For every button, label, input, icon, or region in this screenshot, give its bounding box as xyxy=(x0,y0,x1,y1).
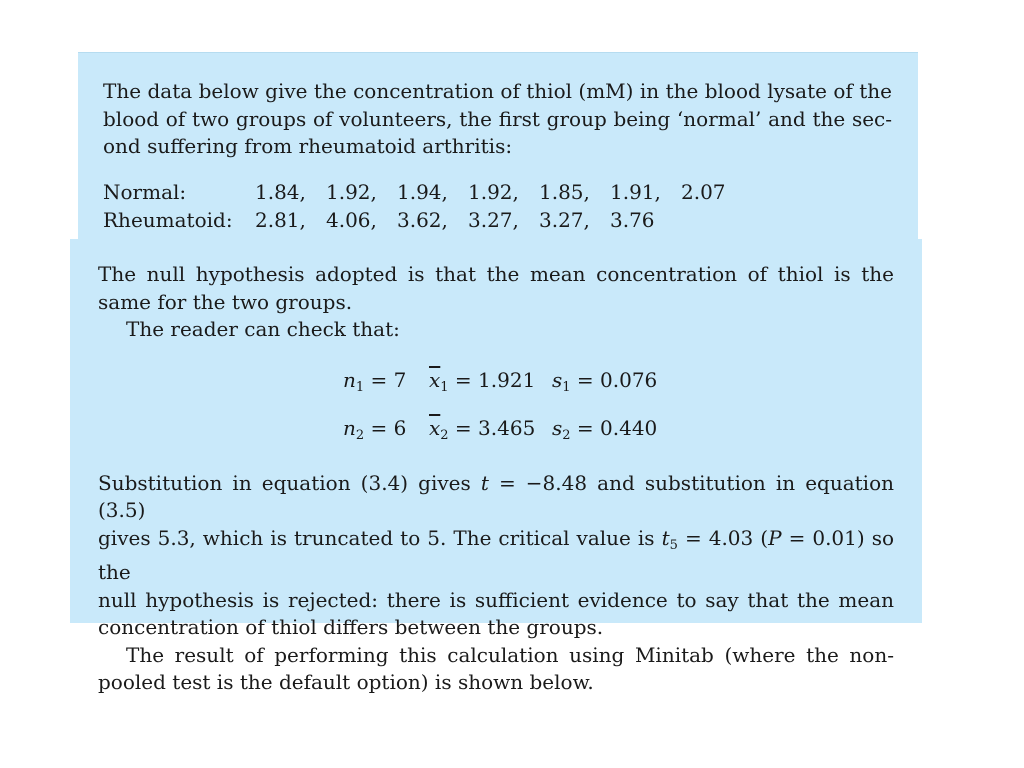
normal-value: 1.84, xyxy=(255,179,306,204)
intro-line: The data below give the concentration of thiol (mM) in the blood lysate of the xyxy=(103,79,892,103)
sample-size-1: $n_1 = 7$ xyxy=(343,367,407,395)
minitab-line: The result of performing this calculation using Minitab (where the non- xyxy=(126,642,894,667)
rheumatoid-value: 2.81, xyxy=(255,207,306,232)
normal-value: 2.07 xyxy=(681,179,726,204)
sample-size-2: $n_2 = 6$ xyxy=(343,415,407,443)
stats-row-normal xyxy=(343,360,894,408)
conclusion-paragraph xyxy=(98,470,894,697)
data-description-box xyxy=(78,52,918,240)
normal-value: 1.91, xyxy=(610,179,661,204)
rheumatoid-value: 3.27, xyxy=(468,207,519,232)
hypothesis-paragraph xyxy=(98,261,894,344)
conclusion-line: Substitution in equation (3.4) gives t = −8.48 and substitution in equation (3.5) xyxy=(98,470,895,522)
hypothesis-line: same for the two groups. xyxy=(98,289,353,314)
check-line: The reader can check that: xyxy=(126,317,400,341)
mean-1: $\overline{x}_1 = 1.921$ xyxy=(429,367,536,395)
summary-statistics xyxy=(343,360,894,456)
rheumatoid-value: 3.27, xyxy=(539,207,590,232)
rheumatoid-values xyxy=(255,206,681,234)
rheumatoid-value: 3.62, xyxy=(397,207,448,232)
intro-line: blood of two groups of volunteers, the first group being ‘normal’ and the sec- xyxy=(103,106,892,131)
mean-2: $\overline{x}_2 = 3.465$ xyxy=(429,415,536,443)
conclusion-line: gives 5.3, which is truncated to 5. The critical value is $t_5 = 4.03$ (P = 0.01) so the xyxy=(98,525,894,584)
thiol-data-table xyxy=(103,178,892,234)
rheumatoid-value: 4.06, xyxy=(326,207,377,232)
intro-line: ond suffering from rheumatoid arthritis: xyxy=(103,134,513,158)
normal-value: 1.94, xyxy=(397,179,448,204)
rheumatoid-label: Rheumatoid: xyxy=(103,207,233,232)
normal-value: 1.85, xyxy=(539,179,590,204)
normal-values xyxy=(255,178,752,206)
intro-paragraph xyxy=(103,78,892,161)
conclusion-line: null hypothesis is rejected: there is sufficient evidence to say that the mean xyxy=(98,587,894,612)
minitab-line: pooled test is the default option) is shown below. xyxy=(98,670,594,694)
rheumatoid-row xyxy=(103,206,892,234)
stats-row-rheumatoid xyxy=(343,408,894,456)
normal-value: 1.92, xyxy=(326,179,377,204)
normal-row xyxy=(103,178,892,206)
normal-label: Normal: xyxy=(103,179,187,204)
hypothesis-line: The null hypothesis adopted is that the mean concentration of thiol is the xyxy=(98,262,894,286)
rheumatoid-value: 3.76 xyxy=(610,207,655,232)
std-dev-1: $s_1 = 0.076$ xyxy=(552,367,658,395)
analysis-box xyxy=(70,239,922,694)
conclusion-line: concentration of thiol differs between the groups. xyxy=(98,615,604,639)
std-dev-2: $s_2 = 0.440$ xyxy=(552,415,658,443)
normal-value: 1.92, xyxy=(468,179,519,204)
